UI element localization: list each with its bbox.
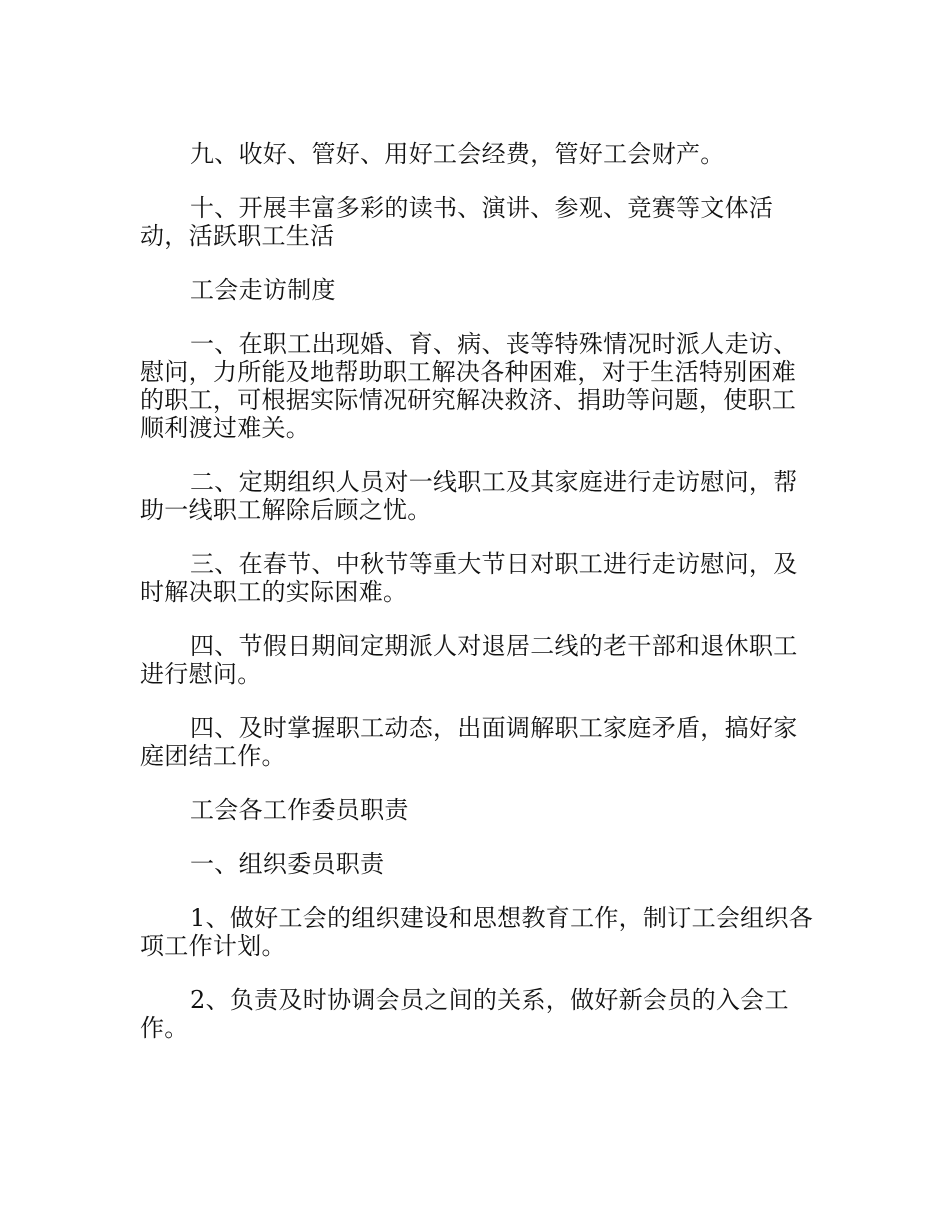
paragraph-duty-2: 2、负责及时协调会员之间的关系，做好新会员的入会工作。	[140, 986, 789, 1042]
document-body	[140, 140, 820, 1068]
section-heading-committee-duties: 工会各工作委员职责	[190, 796, 409, 824]
section-heading-visit-system: 工会走访制度	[190, 276, 336, 304]
paragraph-visit-1: 一、在职工出现婚、育、病、丧等特殊情况时派人走访、慰问，力所能及地帮助职工解决各种困难，对于生活特别困难的职工，可根据实际情况研究解决救济、捐助等问题，使职工顺利渡过难关。	[140, 330, 798, 442]
paragraph-visit-2: 二、定期组织人员对一线职工及其家庭进行走访慰问，帮助一线职工解除后顾之忧。	[140, 468, 798, 524]
paragraph-duty-1: 1、做好工会的组织建设和思想教育工作，制订工会组织各项工作计划。	[140, 904, 814, 960]
paragraph-visit-4a: 四、节假日期间定期派人对退居二线的老干部和退休职工进行慰问。	[140, 632, 798, 688]
paragraph-item-9: 九、收好、管好、用好工会经费，管好工会财产。	[190, 140, 725, 168]
paragraph-visit-3: 三、在春节、中秋节等重大节日对职工进行走访慰问，及时解决职工的实际困难。	[140, 550, 798, 606]
paragraph-visit-4b: 四、及时掌握职工动态，出面调解职工家庭矛盾，搞好家庭团结工作。	[140, 714, 798, 770]
subheading-organization-duties: 一、组织委员职责	[190, 850, 385, 878]
paragraph-item-10: 十、开展丰富多彩的读书、演讲、参观、竞赛等文体活动，活跃职工生活	[140, 194, 774, 250]
